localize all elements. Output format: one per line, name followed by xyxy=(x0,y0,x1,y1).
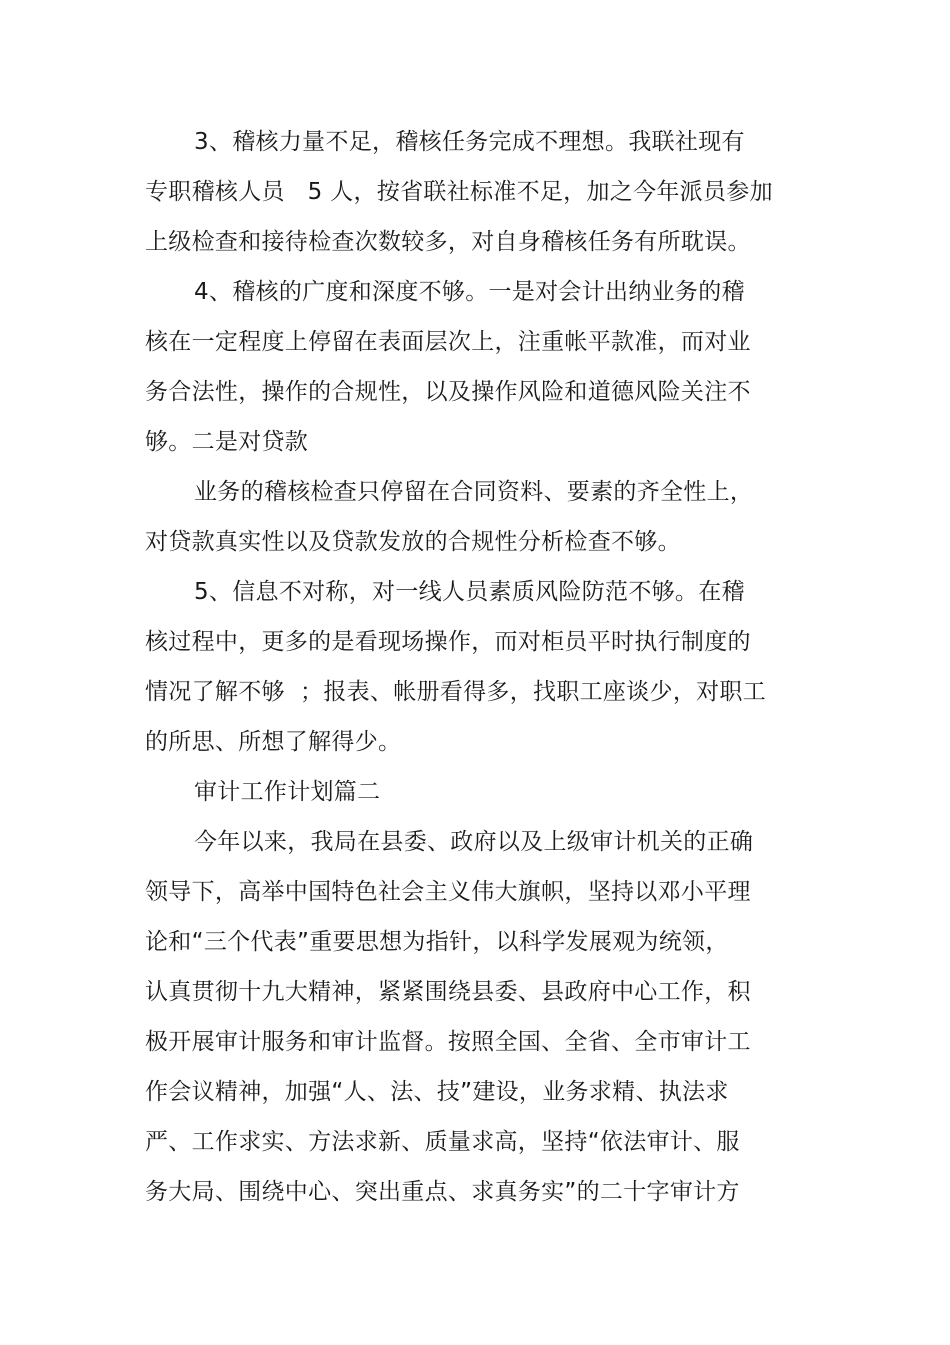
text-line: 务大局、围绕中心、突出重点、求真务实”的二十字审计方 xyxy=(145,1179,740,1205)
text-line: 上级检查和接待检查次数较多，对自身稽核任务有所耽误。 xyxy=(145,229,751,255)
text-line: 认真贯彻十九大精神，紧紧围绕县委、县政府中心工作，积 xyxy=(145,979,751,1005)
text-line: 极开展审计服务和审计监督。按照全国、全省、全市审计工 xyxy=(145,1029,751,1055)
text-line: 3、稽核力量不足，稽核任务完成不理想。我联社现有 xyxy=(194,129,745,155)
text-line: 业务的稽核检查只停留在合同资料、要素的齐全性上， xyxy=(194,479,754,505)
text-line: 对贷款真实性以及贷款发放的合规性分析检查不够。 xyxy=(145,529,681,555)
text-line: 核过程中，更多的是看现场操作，而对柜员平时执行制度的 xyxy=(145,629,751,655)
text-line: 作会议精神，加强“人、法、技”建设，业务求精、执法求 xyxy=(145,1079,729,1105)
text-line: 的所思、所想了解得少。 xyxy=(145,729,402,755)
text-line: 情况了解不够 ；报表、帐册看得多，找职工座谈少，对职工 xyxy=(145,679,767,705)
text-line: 今年以来，我局在县委、政府以及上级审计机关的正确 xyxy=(194,829,754,855)
text-line: 务合法性，操作的合规性，以及操作风险和道德风险关注不 xyxy=(145,379,751,405)
text-line: 核在一定程度上停留在表面层次上，注重帐平款准，而对业 xyxy=(145,329,751,355)
text-line: 专职稽核人员 5 人，按省联社标准不足，加之今年派员参加 xyxy=(145,179,773,205)
text-line: 论和“三个代表”重要思想为指针，以科学发展观为统领， xyxy=(145,929,729,955)
text-line: 严、工作求实、方法求新、质量求高，坚持“依法审计、服 xyxy=(145,1129,740,1155)
text-line: 领导下，高举中国特色社会主义伟大旗帜，坚持以邓小平理 xyxy=(145,879,751,905)
section-heading: 审计工作计划篇二 xyxy=(194,779,381,805)
text-line: 5、信息不对称，对一线人员素质风险防范不够。在稽 xyxy=(194,579,745,605)
text-line: 够。二是对贷款 xyxy=(145,429,309,455)
text-line: 4、稽核的广度和深度不够。一是对会计出纳业务的稽 xyxy=(194,279,745,305)
